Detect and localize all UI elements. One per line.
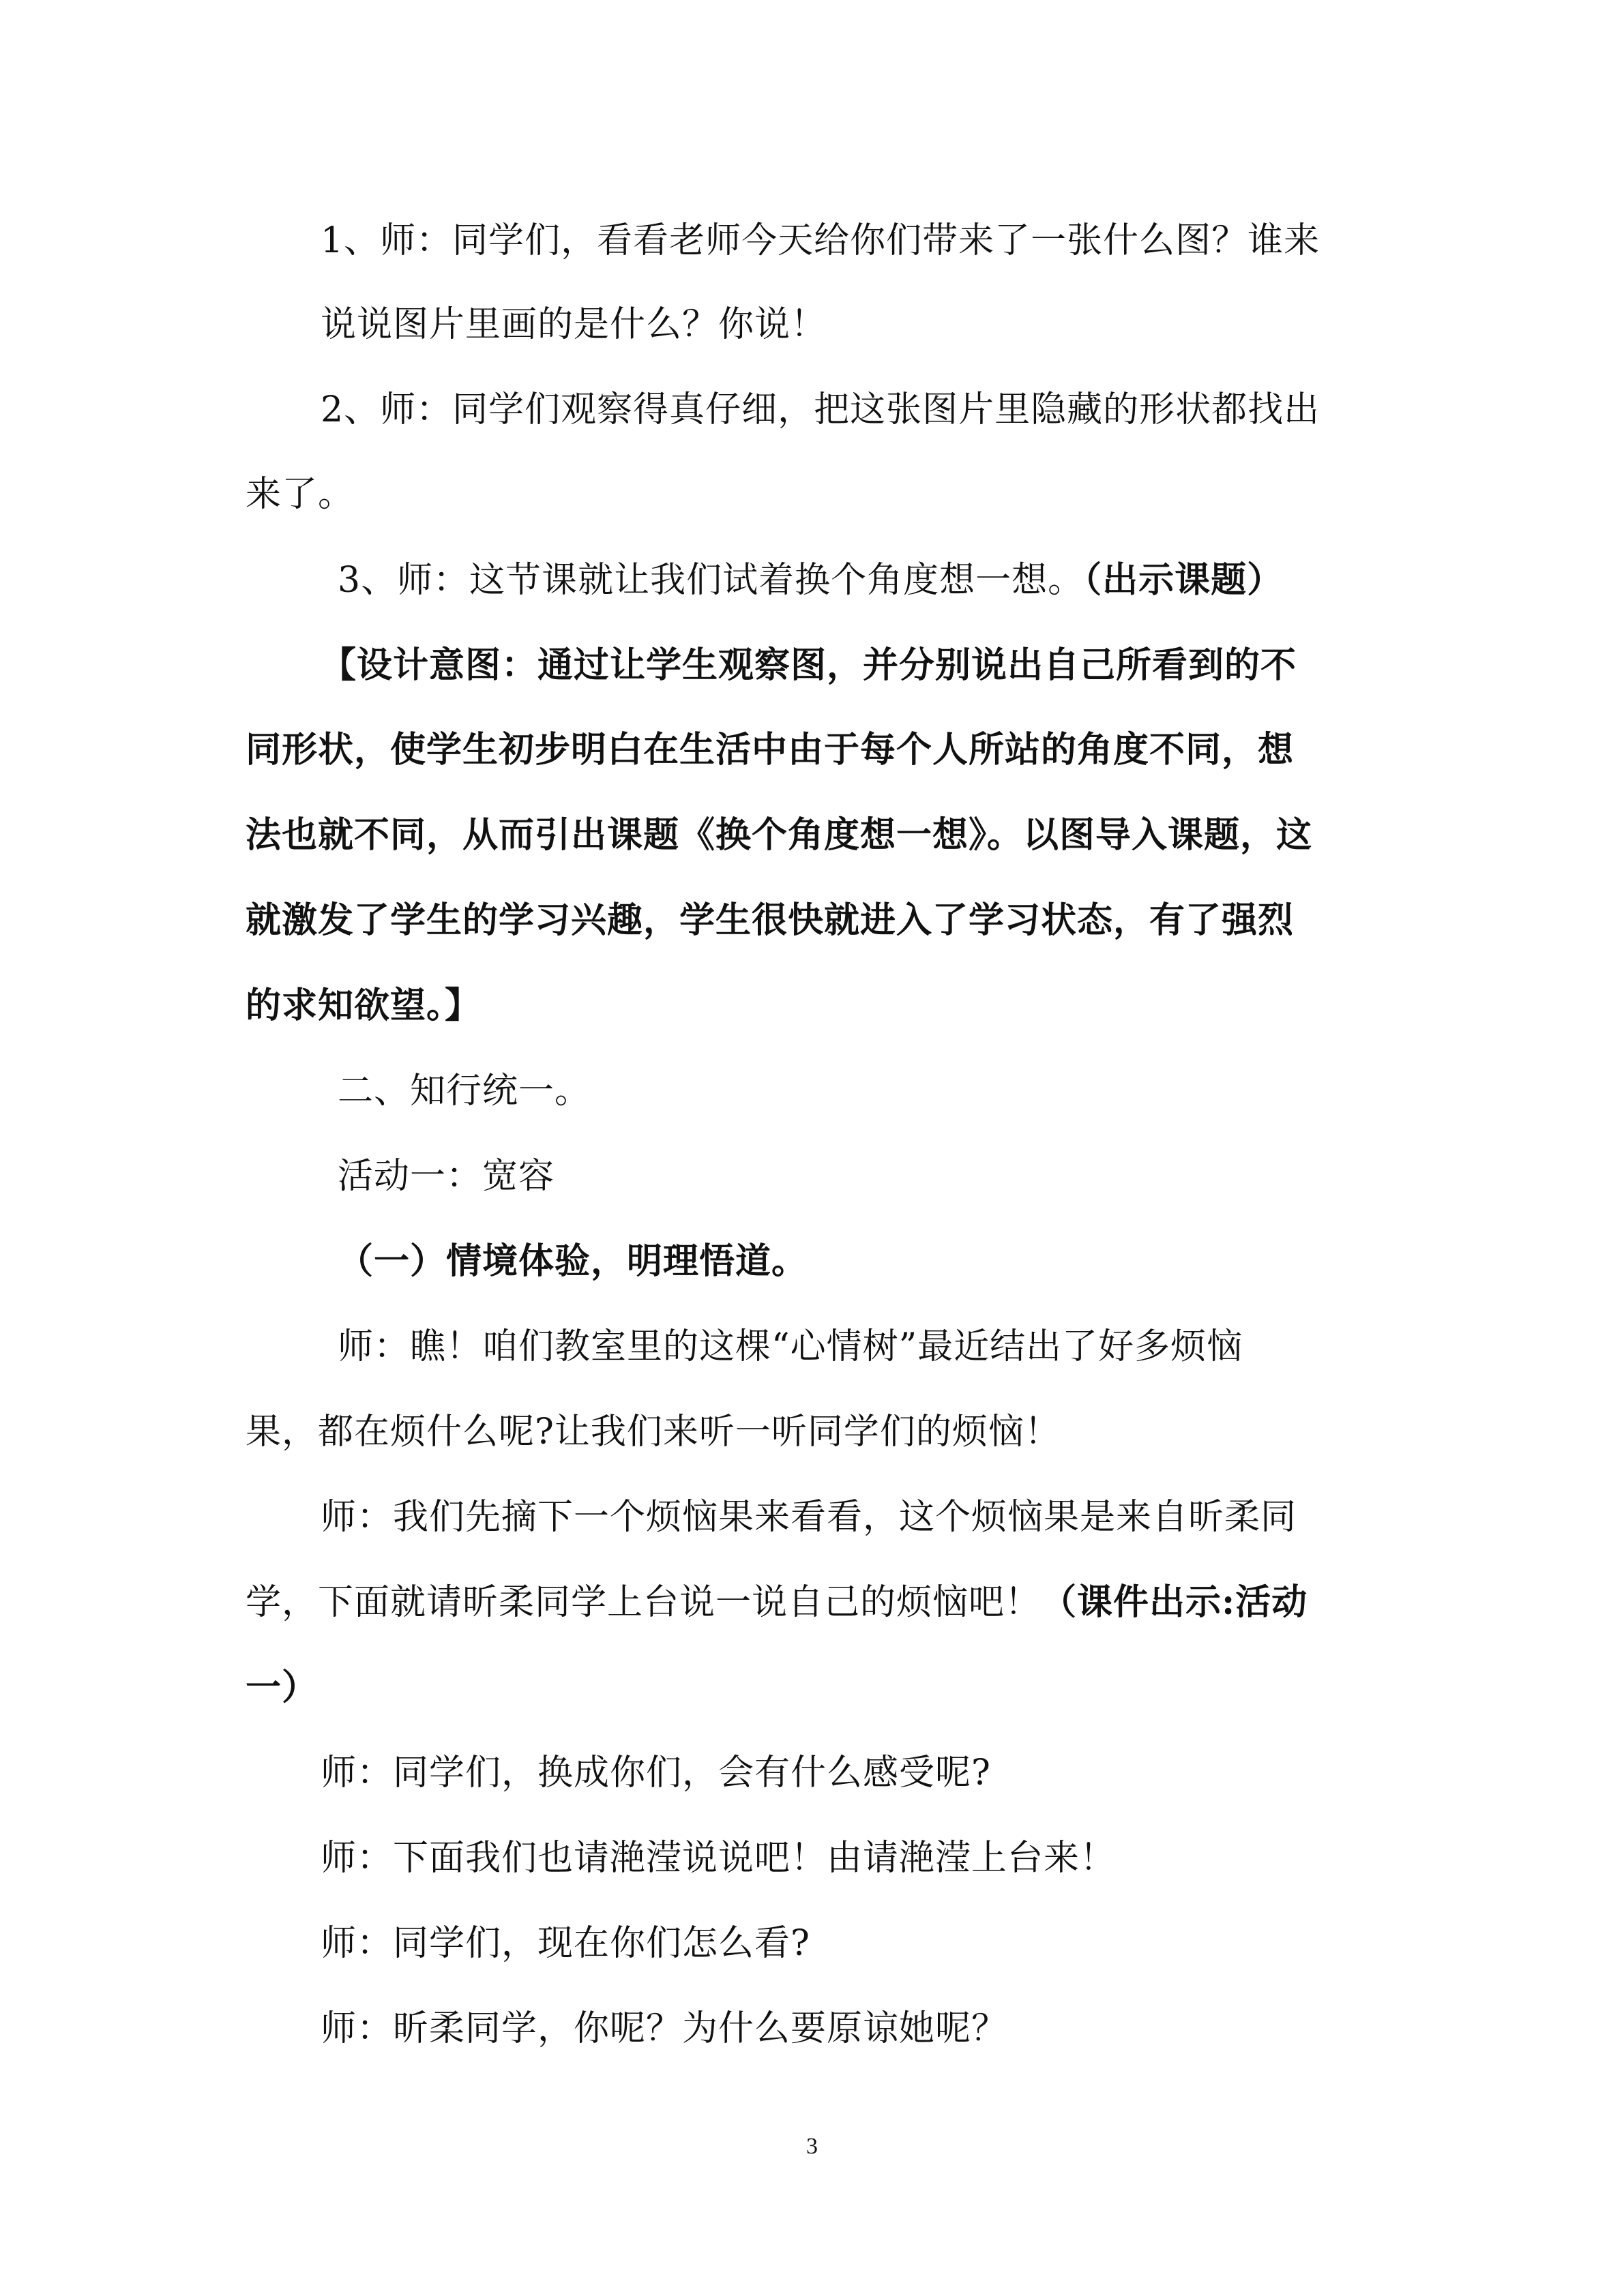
text-line: 师：昕柔同学，你呢？为什么要原谅她呢？ <box>321 2008 1008 2049</box>
bold-segment: （课件出示:活动 <box>1041 1581 1308 1623</box>
text-line: 1、师：同学们，看看老师今天给你们带来了一张什么图？谁来 <box>321 220 1320 261</box>
text-line: 来了。 <box>246 474 355 515</box>
text-line: 师：瞧！咱们教室里的这棵“心情树”最近结出了好多烦恼 <box>338 1326 1243 1367</box>
text-line: 2、师：同学们观察得真仔细，把这张图片里隐藏的形状都找出 <box>321 389 1320 430</box>
design-intent-line: 同形状，使学生初步明白在生活中由于每个人所站的角度不同，想 <box>246 729 1295 771</box>
text-line: 师：我们先摘下一个烦恼果来看看，这个烦恼果是来自昕柔同 <box>321 1497 1297 1538</box>
text-line: 果，都在烦什么呢?让我们来听一听同学们的烦恼！ <box>246 1412 1061 1452</box>
design-intent-line: 的求知欲望。】 <box>246 985 482 1026</box>
text-line: 师：同学们，现在你们怎么看? <box>321 1923 810 1964</box>
design-intent-line: 法也就不同，从而引出课题《换个角度想一想》。以图导入课题，这 <box>246 814 1313 856</box>
design-intent-line: 【设计意图：通过让学生观察图，并分别说出自己所看到的不 <box>321 644 1297 686</box>
text-line <box>338 556 1283 604</box>
text-segment: 学，下面就请昕柔同学上台说一说自己的烦恼吧！ <box>246 1582 1042 1623</box>
text-line: 说说图片里画的是什么？你说！ <box>321 304 827 345</box>
page-number: 3 <box>806 2134 818 2159</box>
text-segment: 3、师：这节课就让我们试着换个角度想一想。 <box>338 560 1084 601</box>
text-line: 师：下面我们也请滟滢说说吧！由请滟滢上台来！ <box>321 1838 1117 1879</box>
section-heading: 二、知行统一。 <box>338 1071 591 1112</box>
text-line: 一） <box>246 1667 319 1708</box>
bold-segment: （出示课题） <box>1084 559 1284 601</box>
design-intent-line: 就激发了学生的学习兴趣，学生很快就进入了学习状态，有了强烈 <box>246 899 1295 941</box>
text-line <box>246 1579 1308 1626</box>
subsection-heading: （一）情境体验，明理悟道。 <box>338 1240 808 1282</box>
text-line: 师：同学们，换成你们，会有什么感受呢? <box>321 1753 991 1793</box>
activity-heading: 活动一：宽容 <box>338 1156 555 1197</box>
